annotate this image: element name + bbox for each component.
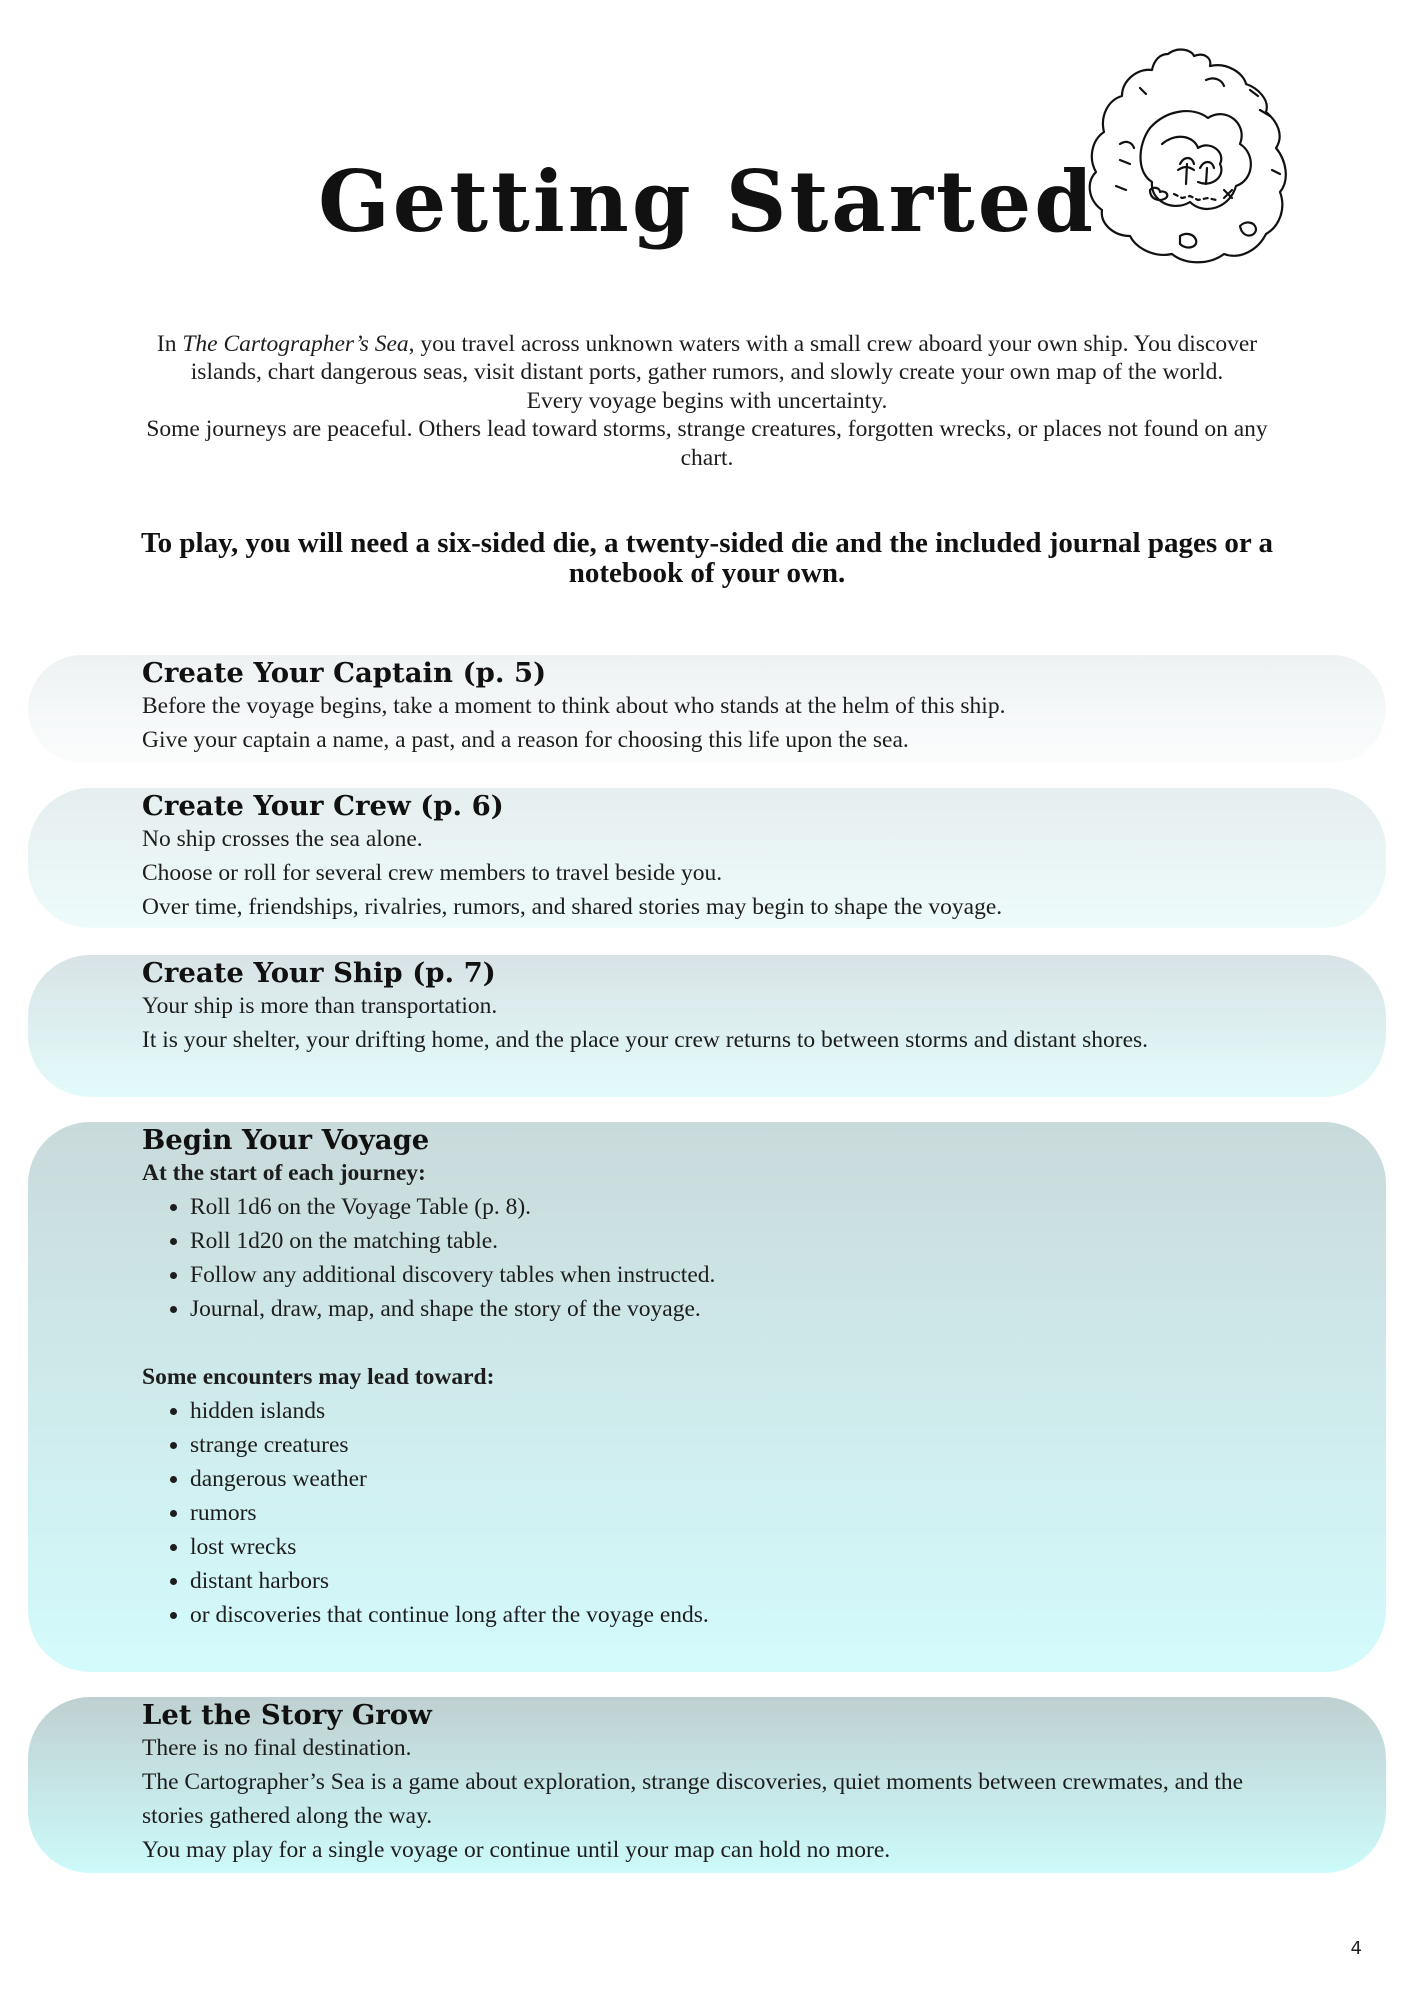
section-line: No ship crosses the sea alone. [142, 826, 423, 852]
section-line: Over time, friendships, rivalries, rumors, and shared stories may begin to shape the voyage. [142, 894, 1003, 920]
intro-line-journeys: Some journeys are peaceful. Others lead toward storms, strange creatures, forgotten wrecks, or places not found on any chart. [146, 416, 1268, 471]
page-number: 4 [1350, 1938, 1362, 1959]
list-item: • hidden islands [190, 1394, 1386, 1428]
list-item: • strange creatures [190, 1428, 1386, 1462]
intro-line-uncertainty: Every voyage begins with uncertainty. [526, 387, 888, 414]
section-line: There is no final destination. [142, 1735, 412, 1761]
intro-lead: In [156, 331, 183, 357]
list-item: • distant harbors [190, 1564, 1386, 1598]
section-create-crew [28, 788, 1386, 928]
list-item: • Roll 1d6 on the Voyage Table (p. 8). [190, 1190, 1386, 1224]
section-line: Your ship is more than transportation. [142, 993, 498, 1019]
list-item: • Roll 1d20 on the matching table. [190, 1224, 1386, 1258]
intro-text [120, 330, 1294, 472]
list-item: • Follow any additional discovery tables when instructed. [190, 1258, 1386, 1292]
section-line: The Cartographer’s Sea is a game about exploration, strange discoveries, quiet moments between crewmates, and the stories gathered along the way. [142, 1769, 1244, 1829]
voyage-steps-list [142, 1190, 1386, 1326]
section-line: You may play for a single voyage or continue until your map can hold no more. [142, 1837, 891, 1863]
encounters-list [142, 1394, 1386, 1632]
section-heading: Create Your Captain (p. 5) [142, 657, 547, 689]
section-line: Give your captain a name, a past, and a reason for choosing this life upon the sea. [142, 727, 909, 753]
section-line: Before the voyage begins, take a moment to think about who stands at the helm of this ship. [142, 693, 1006, 719]
section-line: Choose or roll for several crew members to travel beside you. [142, 860, 723, 886]
page-title: Getting Started [318, 152, 1096, 251]
treasure-map-icon [1080, 40, 1310, 275]
list-item: • Journal, draw, map, and shape the story of the voyage. [190, 1292, 1386, 1326]
book-title: The Cartographer’s Sea [182, 331, 409, 357]
list-item: • or discoveries that continue long after the voyage ends. [190, 1598, 1386, 1632]
section-heading: Let the Story Grow [142, 1699, 432, 1731]
voyage-subheading: At the start of each journey: [142, 1160, 426, 1186]
section-heading: Begin Your Voyage [142, 1124, 430, 1156]
requirements-text: To play, you will need a six-sided die, a twenty-sided die and the included journal pages or a notebook of your own. [141, 527, 1273, 589]
list-item: • dangerous weather [190, 1462, 1386, 1496]
section-heading: Create Your Ship (p. 7) [142, 957, 496, 989]
intro-body: , you travel across unknown waters with a small crew aboard your own ship. You discover islands, chart dangerous seas, visit distant ports, gather rumors, and slowly create your own map of the world. [190, 331, 1258, 386]
list-item: • rumors [190, 1496, 1386, 1530]
section-begin-voyage [28, 1122, 1386, 1672]
section-create-captain [28, 655, 1386, 763]
section-create-ship [28, 955, 1386, 1097]
section-story-grow [28, 1697, 1386, 1873]
section-heading: Create Your Crew (p. 6) [142, 790, 504, 822]
intro-paragraph [120, 330, 1294, 387]
section-line: It is your shelter, your drifting home, and the place your crew returns to between storms and distant shores. [142, 1027, 1149, 1053]
list-item: • lost wrecks [190, 1530, 1386, 1564]
encounters-subheading: Some encounters may lead toward: [142, 1364, 495, 1390]
